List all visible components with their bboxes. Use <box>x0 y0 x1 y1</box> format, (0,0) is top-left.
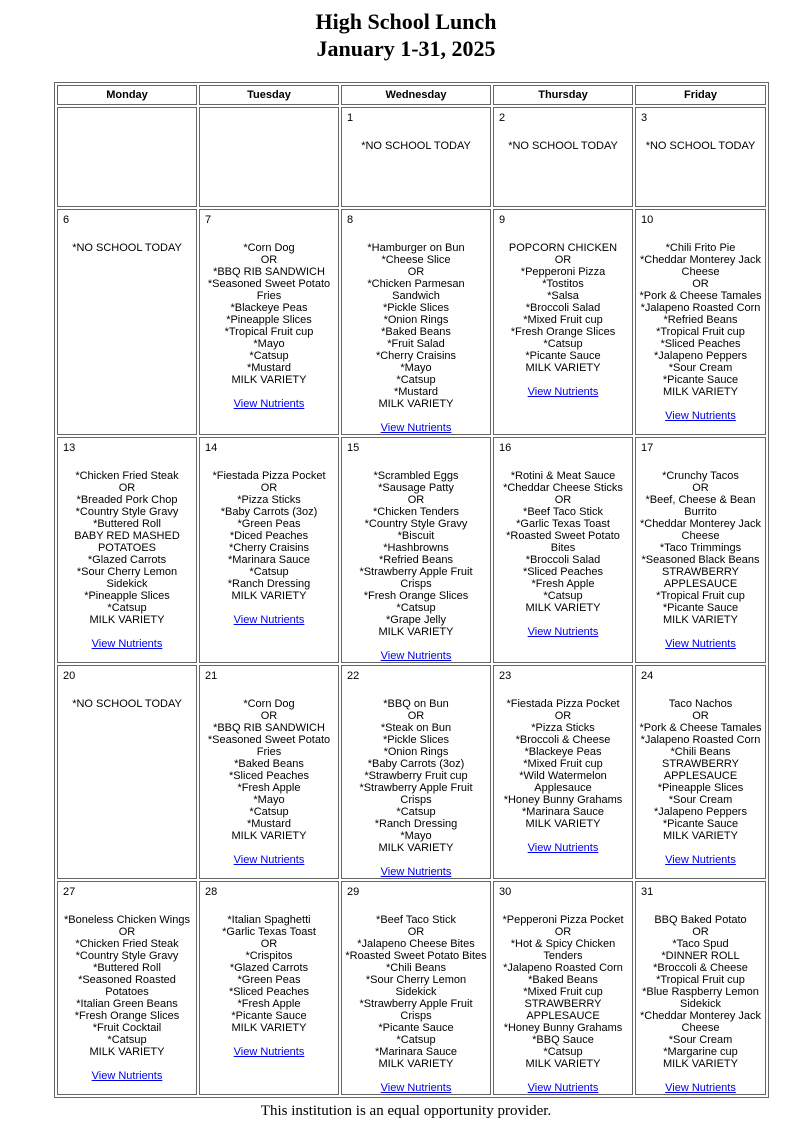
menu-item: *Fruit Salad <box>387 338 445 350</box>
day-number: 2 <box>499 112 506 124</box>
menu-item: *Fresh Orange Slices <box>74 1010 180 1022</box>
menu-item: *Garlic Texas Toast <box>516 518 610 530</box>
menu-item: *Chili Beans <box>670 746 731 758</box>
week-row <box>57 881 766 1095</box>
menu-item: *Tropical Fruit cup <box>656 590 745 602</box>
menu-item: STRAWBERRY APPLESAUCE <box>661 758 739 782</box>
menu-item: *Grape Jelly <box>386 614 446 626</box>
view-nutrients-link[interactable]: View Nutrients <box>233 614 305 626</box>
day-cell <box>341 665 491 879</box>
menu-item: *Chicken Tenders <box>372 506 459 518</box>
menu-item: *Pickle Slices <box>382 734 450 746</box>
menu-item: *Sliced Peaches <box>522 566 604 578</box>
day-cell <box>493 881 633 1095</box>
menu-item: *Honey Bunny Grahams <box>503 794 623 806</box>
view-nutrients-link[interactable]: View Nutrients <box>91 1070 163 1082</box>
menu-item: *Seasoned Roasted Potatoes <box>78 974 176 998</box>
menu-item: *Catsup <box>543 338 583 350</box>
day-number: 8 <box>347 214 354 226</box>
menu-item: *Pineapple Slices <box>657 782 744 794</box>
menu-item: MILK VARIETY <box>663 386 738 398</box>
menu-item: *Catsup <box>107 1034 147 1046</box>
menu-item: *Baked Beans <box>234 758 304 770</box>
menu-item: *Sliced Peaches <box>228 986 310 998</box>
day-cell <box>341 881 491 1095</box>
menu-item: *Baked Beans <box>528 974 598 986</box>
menu-item: *Taco Spud <box>672 938 729 950</box>
menu-item: *Beef Taco Stick <box>376 914 456 926</box>
menu-item: *Fresh Orange Slices <box>363 590 469 602</box>
day-number: 27 <box>63 886 76 898</box>
menu-item: *Ranch Dressing <box>227 578 311 590</box>
menu-item: *Garlic Texas Toast <box>222 926 316 938</box>
menu-item: MILK VARIETY <box>525 1058 601 1070</box>
day-number: 17 <box>641 442 654 454</box>
menu-item: *Seasoned Sweet Potato Fries <box>207 734 331 758</box>
menu-item: *Strawberry Apple Fruit Crisps <box>359 998 473 1022</box>
menu-item: *Sour Cherry Lemon Sidekick <box>76 566 178 590</box>
menu-item: *Refried Beans <box>663 314 738 326</box>
menu-item: *Tostitos <box>542 278 584 290</box>
menu-item: *Catsup <box>543 1046 583 1058</box>
day-cell <box>493 209 633 435</box>
menu-item: *Fresh Apple <box>237 782 301 794</box>
menu-item: *Sour Cherry Lemon Sidekick <box>365 974 467 998</box>
menu-item: OR <box>554 494 572 506</box>
day-number: 22 <box>347 670 360 682</box>
menu-item: *Baby Carrots (3oz) <box>367 758 465 770</box>
menu-item: *Picante Sauce <box>231 1010 307 1022</box>
menu-item: *Green Peas <box>237 518 301 530</box>
day-cell <box>199 881 339 1095</box>
menu-item: *Mayo <box>400 830 432 842</box>
menu-item: *Tropical Fruit cup <box>656 974 745 986</box>
menu-item: *Tropical Fruit cup <box>224 326 314 338</box>
menu-item: *Fresh Orange Slices <box>510 326 616 338</box>
menu-item: *Cheddar Monterey Jack Cheese <box>639 1010 762 1034</box>
menu-item: *Marinara Sauce <box>228 554 310 566</box>
day-cell <box>341 107 491 207</box>
menu-item: *Catsup <box>543 590 583 602</box>
menu-item: *Jalapeno Peppers <box>654 350 747 362</box>
view-nutrients-link[interactable]: View Nutrients <box>527 386 599 398</box>
week-row <box>57 107 766 207</box>
menu-item: *BBQ RIB SANDWICH <box>213 722 325 734</box>
menu-item: OR <box>407 710 425 722</box>
menu-item: *Honey Bunny Grahams <box>503 1022 623 1034</box>
menu-item: *NO SCHOOL TODAY <box>361 140 471 152</box>
menu-item: *Blue Raspberry Lemon Sidekick <box>642 986 759 1010</box>
menu-item: *Chicken Fried Steak <box>75 938 179 950</box>
page-subtitle-date-range: January 1-31, 2025 <box>316 36 496 61</box>
menu-item: *Onion Rings <box>383 746 449 758</box>
menu-item: *Jalapeno Roasted Corn <box>503 962 623 974</box>
menu-item: *NO SCHOOL TODAY <box>72 242 182 254</box>
day-cell <box>635 437 766 663</box>
day-number: 14 <box>205 442 218 454</box>
menu-item: *Seasoned Sweet Potato Fries <box>207 278 331 302</box>
menu-item: *Baked Beans <box>381 326 451 338</box>
menu-item: *Pepperoni Pizza <box>520 266 606 278</box>
menu-item: *Sour Cream <box>668 794 733 806</box>
menu-item: *Cherry Craisins <box>228 542 310 554</box>
menu-item: *Strawberry Fruit cup <box>364 770 468 782</box>
menu-item: *Pickle Slices <box>382 302 450 314</box>
menu-item: *Picante Sauce <box>662 602 739 614</box>
day-cell <box>57 437 197 663</box>
menu-item: *Cheddar Cheese Sticks <box>503 482 623 494</box>
day-number: 10 <box>641 214 654 226</box>
view-nutrients-link[interactable]: View Nutrients <box>665 854 736 866</box>
menu-item: OR <box>692 926 709 938</box>
view-nutrients-link[interactable]: View Nutrients <box>233 1046 305 1058</box>
view-nutrients-link[interactable]: View Nutrients <box>665 638 736 650</box>
menu-item: *Refried Beans <box>379 554 453 566</box>
day-number: 31 <box>641 886 654 898</box>
menu-item: *Jalapeno Peppers <box>654 806 747 818</box>
menu-item: MILK VARIETY <box>378 626 454 638</box>
week-row <box>57 209 766 435</box>
menu-item: *Cheese Slice <box>381 254 451 266</box>
day-number: 28 <box>205 886 218 898</box>
menu-item: OR <box>407 266 425 278</box>
menu-item: *Onion Rings <box>383 314 449 326</box>
day-cell <box>57 881 197 1095</box>
menu-item: *Glazed Carrots <box>229 962 309 974</box>
menu-item: *Picante Sauce <box>525 350 601 362</box>
menu-item: *Buttered Roll <box>93 518 161 530</box>
menu-item: *Country Style Gravy <box>75 950 179 962</box>
menu-item: *Tropical Fruit cup <box>656 326 745 338</box>
menu-item: *Catsup <box>396 1034 436 1046</box>
menu-item: Taco Nachos <box>668 698 733 710</box>
menu-item: *Mixed Fruit cup <box>523 986 603 998</box>
view-nutrients-link[interactable]: View Nutrients <box>380 866 452 878</box>
view-nutrients-link[interactable]: View Nutrients <box>233 398 305 410</box>
menu-item: *Catsup <box>396 374 436 386</box>
day-number: 23 <box>499 670 512 682</box>
menu-item: *NO SCHOOL TODAY <box>72 698 182 710</box>
menu-item: STRAWBERRY APPLESAUCE <box>524 998 602 1022</box>
day-cell <box>199 437 339 663</box>
menu-item: MILK VARIETY <box>89 614 165 626</box>
page-title: High School Lunch <box>315 9 497 34</box>
menu-item: OR <box>692 482 709 494</box>
day-cell <box>341 437 491 663</box>
menu-item: MILK VARIETY <box>89 1046 165 1058</box>
menu-item: *Corn Dog <box>243 698 295 710</box>
menu-item: *Broccoli & Cheese <box>515 734 611 746</box>
menu-item: *Crunchy Tacos <box>662 470 739 482</box>
menu-item: *Crispitos <box>245 950 293 962</box>
view-nutrients-link[interactable]: View Nutrients <box>527 626 599 638</box>
day-cell <box>57 665 197 879</box>
view-nutrients-link[interactable]: View Nutrients <box>233 854 305 866</box>
day-cell <box>493 437 633 663</box>
menu-item: *Catsup <box>249 806 289 818</box>
menu-item: *Hashbrowns <box>383 542 449 554</box>
menu-item: MILK VARIETY <box>525 818 601 830</box>
menu-item: *Pork & Cheese Tamales <box>639 722 762 734</box>
menu-item: *Fruit Cocktail <box>92 1022 162 1034</box>
menu-item: *Pizza Sticks <box>237 494 301 506</box>
menu-item: *Country Style Gravy <box>75 506 179 518</box>
day-cell <box>57 107 197 207</box>
day-cell <box>635 665 766 879</box>
menu-item: *Cherry Craisins <box>375 350 457 362</box>
menu-item: MILK VARIETY <box>663 830 738 842</box>
menu-item: *Cheddar Monterey Jack Cheese <box>639 518 762 542</box>
menu-item: *BBQ RIB SANDWICH <box>213 266 325 278</box>
menu-item: *Mayo <box>253 794 285 806</box>
menu-item: *Italian Green Beans <box>76 998 178 1010</box>
menu-item: *Roasted Sweet Potato Bites <box>506 530 620 554</box>
menu-item: *Sliced Peaches <box>228 770 310 782</box>
menu-item: *Strawberry Apple Fruit Crisps <box>359 566 473 590</box>
menu-item: *Fiestada Pizza Pocket <box>212 470 326 482</box>
menu-item: *Blackeye Peas <box>524 746 602 758</box>
menu-item: *Chili Beans <box>386 962 446 974</box>
weekday-header-thursday: Thursday <box>493 85 633 105</box>
menu-item: MILK VARIETY <box>231 1022 307 1034</box>
menu-item: *Corn Dog <box>243 242 295 254</box>
calendar-body <box>57 107 766 1095</box>
weekday-header-row <box>57 85 766 105</box>
footer-note: This institution is an equal opportunity provider. <box>260 1103 552 1119</box>
menu-item: *Fresh Apple <box>237 998 301 1010</box>
menu-item: MILK VARIETY <box>525 362 601 374</box>
menu-item: *Steak on Bun <box>380 722 452 734</box>
menu-item: MILK VARIETY <box>663 1058 738 1070</box>
menu-item: *Mayo <box>253 338 285 350</box>
menu-item: *Italian Spaghetti <box>227 914 311 926</box>
day-number: 29 <box>347 886 360 898</box>
menu-item: *Chicken Fried Steak <box>75 470 179 482</box>
view-nutrients-link[interactable]: View Nutrients <box>527 1082 599 1094</box>
day-cell <box>341 209 491 435</box>
menu-item: *Mayo <box>400 362 432 374</box>
menu-item: STRAWBERRY APPLESAUCE <box>661 566 739 590</box>
menu-item: MILK VARIETY <box>378 398 454 410</box>
week-row <box>57 665 766 879</box>
menu-item: *Glazed Carrots <box>87 554 167 566</box>
day-cell <box>635 209 766 435</box>
menu-item: *Mustard <box>246 362 292 374</box>
menu-item: OR <box>407 926 425 938</box>
menu-item: *Mixed Fruit cup <box>523 314 603 326</box>
menu-item: *Pineapple Slices <box>84 590 170 602</box>
menu-item: *Beef Taco Stick <box>523 506 603 518</box>
menu-item: MILK VARIETY <box>378 1058 454 1070</box>
menu-item: *DINNER ROLL <box>661 950 740 962</box>
day-number: 16 <box>499 442 512 454</box>
day-number: 13 <box>63 442 76 454</box>
menu-item: *Biscuit <box>397 530 435 542</box>
menu-item: *Mustard <box>393 386 439 398</box>
day-cell <box>199 209 339 435</box>
day-number: 7 <box>205 214 212 226</box>
menu-item: OR <box>260 710 278 722</box>
menu-item: OR <box>692 278 709 290</box>
view-nutrients-link[interactable]: View Nutrients <box>380 1082 452 1094</box>
menu-item: *Salsa <box>547 290 579 302</box>
menu-item: *Hamburger on Bun <box>367 242 465 254</box>
menu-item: MILK VARIETY <box>378 842 454 854</box>
menu-item: *Sausage Patty <box>378 482 454 494</box>
menu-item: OR <box>118 926 136 938</box>
day-number: 6 <box>63 214 70 226</box>
menu-item: *Buttered Roll <box>93 962 161 974</box>
week-row <box>57 437 766 663</box>
day-number: 21 <box>205 670 218 682</box>
menu-item: *Baby Carrots (3oz) <box>220 506 318 518</box>
menu-item: *Pineapple Slices <box>226 314 312 326</box>
day-cell <box>57 209 197 435</box>
menu-item: OR <box>260 938 278 950</box>
menu-item: *Marinara Sauce <box>522 806 604 818</box>
menu-item: *Cheddar Monterey Jack Cheese <box>639 254 762 278</box>
menu-item: *Pork & Cheese Tamales <box>639 290 762 302</box>
menu-item: *Ranch Dressing <box>374 818 458 830</box>
menu-item: *Boneless Chicken Wings <box>64 914 190 926</box>
menu-item: OR <box>554 926 572 938</box>
menu-item: OR <box>260 254 278 266</box>
day-number: 9 <box>499 214 506 226</box>
menu-item: *Broccoli & Cheese <box>653 962 748 974</box>
menu-item: *Pepperoni Pizza Pocket <box>502 914 624 926</box>
menu-item: *Catsup <box>249 350 289 362</box>
menu-item: *Diced Peaches <box>229 530 309 542</box>
view-nutrients-link[interactable]: View Nutrients <box>527 842 599 854</box>
menu-item: *Roasted Sweet Potato Bites <box>345 950 487 962</box>
view-nutrients-link[interactable]: View Nutrients <box>380 422 452 434</box>
lunch-calendar <box>54 82 769 1098</box>
day-number: 20 <box>63 670 76 682</box>
menu-item: *NO SCHOOL TODAY <box>508 140 618 152</box>
menu-item: *Margarine cup <box>663 1046 738 1058</box>
menu-item: MILK VARIETY <box>231 374 307 386</box>
menu-item: *Picante Sauce <box>662 818 739 830</box>
menu-item: *Broccoli Salad <box>525 554 601 566</box>
menu-item: *Chicken Parmesan Sandwich <box>367 278 465 302</box>
menu-item: *Hot & Spicy Chicken Tenders <box>510 938 616 962</box>
day-cell <box>493 665 633 879</box>
menu-item: *BBQ Sauce <box>532 1034 594 1046</box>
menu-item: *Picante Sauce <box>378 1022 454 1034</box>
menu-item: OR <box>554 710 572 722</box>
menu-item: *Rotini & Meat Sauce <box>510 470 616 482</box>
view-nutrients-link[interactable]: View Nutrients <box>665 410 736 422</box>
menu-item: POPCORN CHICKEN <box>508 242 618 254</box>
menu-item: *NO SCHOOL TODAY <box>645 140 756 152</box>
menu-item: *Blackeye Peas <box>230 302 308 314</box>
menu-item: *Taco Trimmings <box>659 542 742 554</box>
menu-item: *Sour Cream <box>668 362 733 374</box>
day-number: 15 <box>347 442 360 454</box>
menu-item: *Catsup <box>396 806 436 818</box>
day-cell <box>635 107 766 207</box>
day-number: 3 <box>641 112 648 124</box>
menu-item: *Country Style Gravy <box>364 518 468 530</box>
menu-item: OR <box>118 482 136 494</box>
menu-item: *Scrambled Eggs <box>373 470 459 482</box>
view-nutrients-link[interactable]: View Nutrients <box>380 650 452 662</box>
menu-item: *Chili Frito Pie <box>665 242 736 254</box>
day-number: 1 <box>347 112 354 124</box>
weekday-header-tuesday: Tuesday <box>199 85 339 105</box>
day-number: 24 <box>641 670 654 682</box>
menu-item: *Jalapeno Roasted Corn <box>640 302 761 314</box>
weekday-header-friday: Friday <box>635 85 766 105</box>
menu-item: *Jalapeno Cheese Bites <box>357 938 475 950</box>
menu-item: *Catsup <box>249 566 289 578</box>
menu-item: MILK VARIETY <box>525 602 601 614</box>
menu-item: MILK VARIETY <box>231 830 307 842</box>
menu-item: *Mustard <box>246 818 292 830</box>
menu-item: *Strawberry Apple Fruit Crisps <box>359 782 473 806</box>
view-nutrients-link[interactable]: View Nutrients <box>665 1082 736 1094</box>
menu-item: OR <box>407 494 425 506</box>
menu-item: *Catsup <box>396 602 436 614</box>
menu-item: *Wild Watermelon Applesauce <box>519 770 607 794</box>
day-cell <box>493 107 633 207</box>
menu-item: *Seasoned Black Beans <box>641 554 760 566</box>
view-nutrients-link[interactable]: View Nutrients <box>91 638 163 650</box>
menu-item: *BBQ on Bun <box>383 698 449 710</box>
menu-item: *Green Peas <box>237 974 301 986</box>
menu-item: *Catsup <box>107 602 147 614</box>
menu-item: OR <box>692 710 709 722</box>
menu-item: *Marinara Sauce <box>375 1046 457 1058</box>
menu-item: *Pizza Sticks <box>531 722 595 734</box>
menu-item: *Sour Cream <box>668 1034 733 1046</box>
menu-item: OR <box>554 254 572 266</box>
menu-item: *Broccoli Salad <box>525 302 601 314</box>
menu-item: *Sliced Peaches <box>660 338 741 350</box>
menu-item: OR <box>260 482 278 494</box>
day-cell <box>635 881 766 1095</box>
menu-item: MILK VARIETY <box>231 590 307 602</box>
menu-item: *Fresh Apple <box>531 578 595 590</box>
day-cell <box>199 665 339 879</box>
menu-item: MILK VARIETY <box>663 614 738 626</box>
menu-item: *Breaded Pork Chop <box>76 494 178 506</box>
menu-item: *Jalapeno Roasted Corn <box>640 734 761 746</box>
weekday-header-wednesday: Wednesday <box>341 85 491 105</box>
menu-item: *Picante Sauce <box>662 374 739 386</box>
menu-item: BABY RED MASHED POTATOES <box>74 530 180 554</box>
menu-item: *Mixed Fruit cup <box>523 758 603 770</box>
menu-item: BBQ Baked Potato <box>654 914 747 926</box>
day-cell <box>199 107 339 207</box>
menu-item: *Fiestada Pizza Pocket <box>506 698 620 710</box>
weekday-header-monday: Monday <box>57 85 197 105</box>
menu-item: *Beef, Cheese & Bean Burrito <box>645 494 756 518</box>
day-number: 30 <box>499 886 512 898</box>
